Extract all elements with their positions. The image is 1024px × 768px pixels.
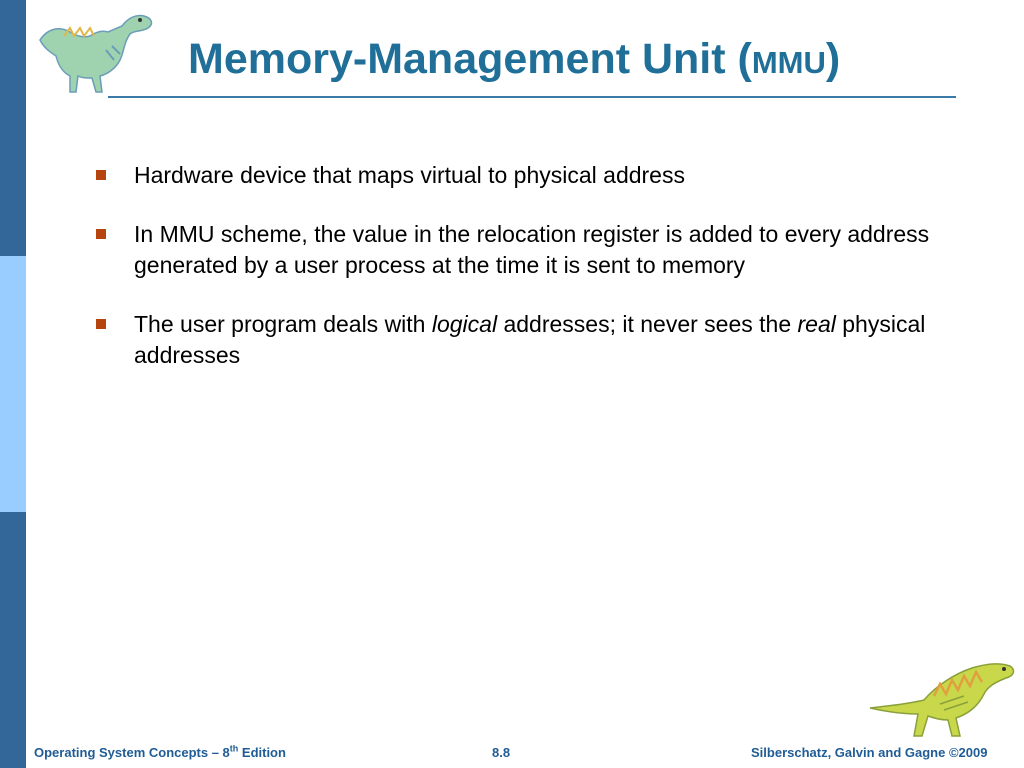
bullet-text: In MMU scheme, the value in the relocation register is added to every address generated by a user process at the time it is sent to memory [134,221,930,278]
square-bullet-icon [96,319,106,329]
square-bullet-icon [96,229,106,239]
bullet-text-part: physical addresses [134,311,926,368]
title-divider [108,96,956,98]
slide-title [188,34,968,86]
dinosaur-icon [868,656,1018,738]
bullet-text-part: addresses; it never sees the [497,311,798,337]
title-close: ) [825,35,841,83]
italic-term-real: real [797,311,836,337]
footer-title-superscript: th [229,743,239,754]
bullet-text: Hardware device that maps virtual to physical address [134,162,685,188]
footer-title-suffix: Edition [238,745,286,760]
italic-term-logical: logical [431,311,498,337]
footer-authors: Silberschatz, Galvin and Gagne ©2009 [751,745,988,760]
footer-title-prefix: Operating System Concepts – 8 [34,745,230,760]
sidebar-highlight [0,256,26,512]
bullet-item [96,309,936,371]
title-main: Memory-Management Unit ( [188,35,752,83]
bullet-text [134,311,925,368]
title-abbreviation: MMU [751,45,826,80]
dinosaur-icon [36,6,158,98]
bullet-list [96,160,936,399]
footer-slide-number: 8.8 [492,745,511,760]
footer-book-title [34,744,286,762]
bullet-item [96,219,936,281]
bullet-item [96,160,936,191]
bullet-text-part: The user program deals with [134,311,432,337]
square-bullet-icon [96,170,106,180]
